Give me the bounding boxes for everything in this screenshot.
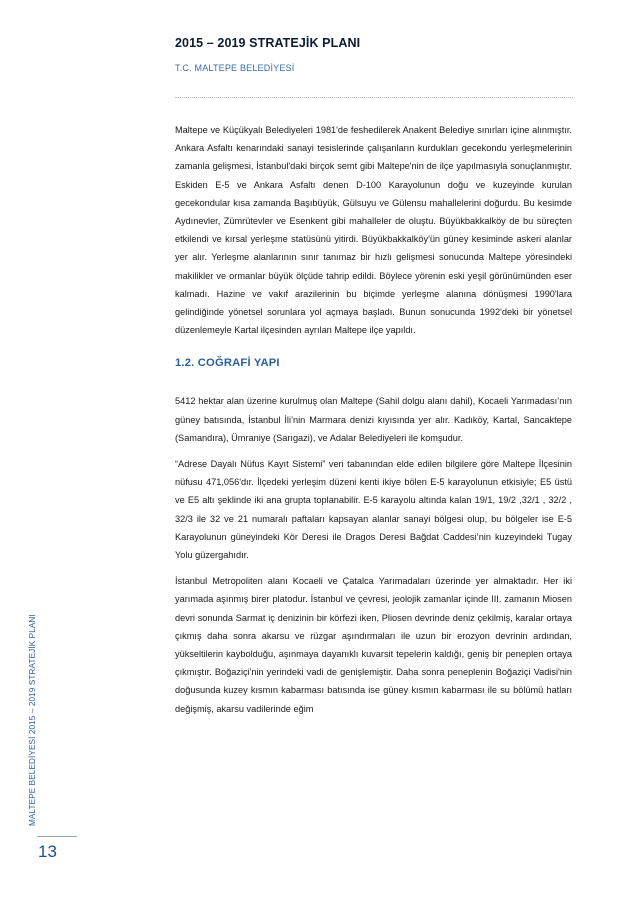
document-subtitle: T.C. MALTEPE BELEDİYESİ (175, 63, 295, 73)
sidebar-divider (37, 836, 77, 837)
body-paragraph: 5412 hektar alan üzerine kurulmuş olan Maltepe (Sahil dolgu alanı dahil), Kocaeli Yarımadası’nın güney batısında, İstanbul İli’nin Marmara denizi kıyısında yer alır. Kadıköy, Kartal, Sancaktepe (Samandıra), Ümraniye (Sarıgazi), ve Adalar Belediyeleri ile komşudur. (175, 396, 572, 443)
page-content (175, 121, 572, 718)
body-paragraph: Maltepe ve Küçükyalı Belediyeleri 1981'de feshedilerek Anakent Belediye sınırları içine alınmıştır. Ankara Asfaltı kenarındaki sanayi tesislerinde çalışanların kurdukları gecekondu yerleşmelerinin zamanla gelişmesi, İstanbul'daki birçok semt gibi Maltepe'nin de ilçe yapılmasıyla sonuçlanmıştır. Eskiden E-5 ve Ankara Asfaltı denen D-100 Karayolunun doğu ve kuzeyinde kurulan gecekondular kısa zamanda Başıbüyük, Gülsuyu ve Gülensu mahallelerini doğurdu. Bu kesimde Aydınevler, Zümrütevler ve Esenkent gibi mahalleler de oluştu. Büyükbakkalköy de bu süreçten etkilendi ve kırsal yerleşme statüsünü yitirdi. Büyükbakkalköy'ün güney kesiminde askeri alanlar yer alır. Yerleşme alanlarının sınır tanımaz bir hızlı gelişmesi sonucunda Maltepe yöresindeki makilikler ve ormanlar büyük ölçüde tahrip edildi. Böylece yörenin eski yeşil görünümünden eser kalmadı. Hazine ve vakıf arazilerinin bu biçimde yerleşme alanına dönüşmesi 1990'lara gelindiğinde yönetsel sorunlara yol açmaya başladı. Bunun sonucunda 1992'deki bir yönetsel düzenlemeyle Kartal ilçesinden ayrılan Maltepe ilçe yapıldı. (175, 125, 572, 336)
section-heading: 1.2. COĞRAFİ YAPI (175, 357, 280, 370)
document-title: 2015 – 2019 STRATEJİK PLANI (175, 36, 361, 50)
body-paragraph: İstanbul Metropoliten alanı Kocaeli ve Çatalca Yarımadaları üzerinde yer almaktadır. Her iki yarımada aşınmış birer platodur. İstanbul ve çevresi, jeolojik zamanlar içinde III. zamanın Miosen devri sonunda Sarmat iç denizinin bir körfezi iken, Pliosen devrinde deniz çekilmiş, karalar ortaya çıkmış daha sonra akarsu ve rüzgar aşındırmaları ile uzun bir erozyon devrinin ardından, yükseltilerin kaybolduğu, aşınmaya dayanıklı kuvarsit tepelerin kaldığı, geniş bir peneplen ortaya çıkmıştır. Boğaziçi'nin yerindeki vadi de genişlemiştir. Daha sonra peneplenin Boğaziçi Vadisi'nin doğusunda kuzey kısmın kabarması batısında ise güney kısmın kabarması ile su bölümü hatları değişmiş, akarsu vadilerinde eğim (175, 576, 572, 714)
page-number: 13 (38, 842, 57, 861)
sidebar-running-title: MALTEPE BELEDİYESİ 2015 – 2019 STRATEJİK PLANI (28, 614, 37, 826)
header-divider (175, 97, 573, 98)
body-paragraph: “Adrese Dayalı Nüfus Kayıt Sistemi” veri tabanından elde edilen bilgilere göre Maltepe İlçesinin nüfusu 471,056'dır. İlçedeki yerleşim düzeni kenti ikiye bölen E-5 karayolunun etkisiyle; E5 üstü ve E5 altı şeklinde iki ana grupta toplanabilir. E-5 karayolu altında kalan 19/1, 19/2 ,32/1 , 32/2 , 32/3 ile 32 ve 21 numaralı paftaları kapsayan alanlar sanayi bölgesi olup, bu bölgeler ise E-5 Karayolunun güneyindeki Kör Deresi ile Dragos Deresi Bağdat Caddesi’nin kuzeyindeki Tugay Yolu güzergahıdır. (175, 459, 572, 561)
